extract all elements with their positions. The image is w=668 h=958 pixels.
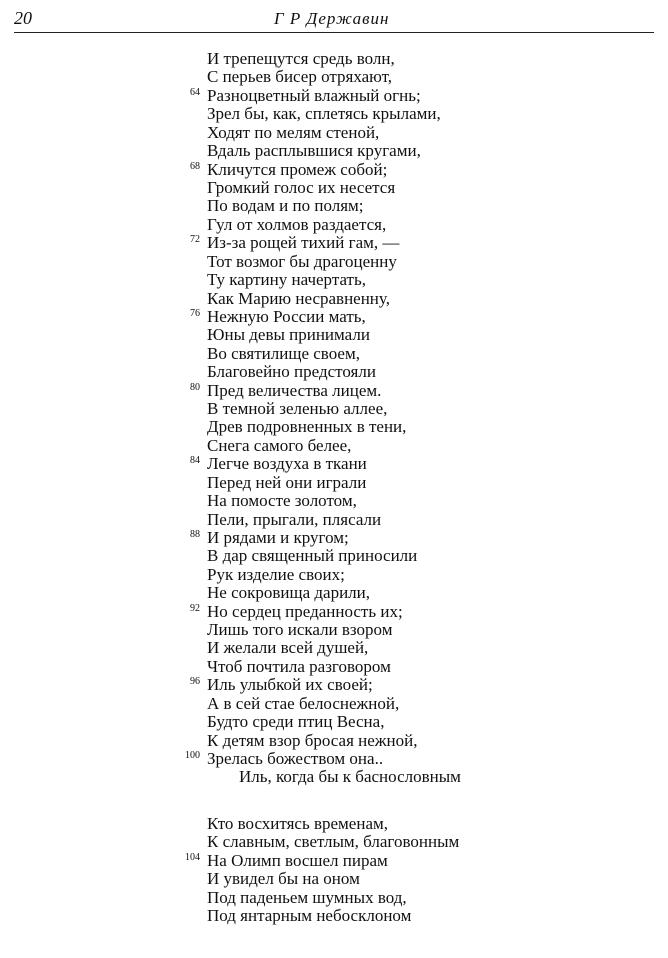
- verse-line: Зрелась божеством она..: [207, 749, 384, 768]
- verse-line: Кличутся промеж собой;: [207, 159, 388, 179]
- verse-line: На помосте золотом,: [207, 491, 357, 511]
- verse-line: Ходят по мелям стеной,: [207, 122, 380, 142]
- verse-line: Перед ней они играли: [207, 472, 367, 492]
- line-number: 88: [190, 528, 200, 540]
- line-number: 76: [190, 307, 200, 319]
- verse-line: Кто восхитясь временам,: [207, 813, 388, 833]
- verse-line: Древ подровненных в тени,: [207, 417, 407, 437]
- verse-line: Нежную России мать,: [207, 306, 366, 326]
- line-number: 84: [190, 455, 200, 467]
- verse-line: Иль улыбкой их своей;: [207, 675, 373, 695]
- page-number: 20: [14, 8, 32, 28]
- verse-line: На Олимп восшел пирам: [207, 850, 388, 870]
- verse-line: Лишь того искали взором: [207, 620, 393, 639]
- verse-line: Легче воздуха в ткани: [207, 454, 367, 474]
- running-title: Г Р Державин: [274, 9, 390, 28]
- verse-line: Пред величества лицем.: [207, 380, 382, 400]
- verse-line: Рук изделие своих;: [207, 564, 345, 584]
- verse-line: Гул от холмов раздается,: [207, 214, 387, 234]
- verse-line: Будто среди птиц Весна,: [207, 712, 385, 732]
- verse-line: По водам и по полям;: [207, 196, 364, 216]
- line-number: 72: [190, 234, 200, 246]
- verse-line: В темной зеленью аллее,: [207, 399, 388, 418]
- verse-line: В дар священный приносили: [207, 546, 418, 566]
- verse-line: Вдаль расплывшися кругами,: [207, 141, 421, 161]
- verse-line: И трепещутся средь волн,: [207, 49, 395, 68]
- verse-line: Из-за рощей тихий гам, —: [207, 233, 400, 253]
- verse-line: Юны девы принимали: [207, 325, 370, 345]
- verse-line: Благовейно предстояли: [207, 362, 376, 382]
- verse-line: К детям взор бросая нежной,: [207, 730, 418, 750]
- line-number: 104: [185, 851, 200, 863]
- verse-line: Иль, когда бы к баснословным: [239, 767, 461, 787]
- verse-line: И увидел бы на оном: [207, 869, 360, 889]
- verse-line: Как Марию несравненну,: [207, 288, 390, 308]
- verse-line: И рядами и кругом;: [207, 527, 349, 547]
- verse-line: Пели, прыгали, плясали: [207, 509, 382, 529]
- verse-line: Под янтарным небосклоном: [207, 905, 412, 925]
- verse-line: С перьев бисер отряхают,: [207, 67, 393, 87]
- verse-line: Чтоб почтила разговором: [207, 656, 391, 676]
- line-number: 96: [190, 676, 200, 688]
- verse-line: И желали всей душей,: [207, 638, 369, 658]
- verse-line: Не сокровища дарили,: [207, 583, 371, 603]
- verse-line: Снега самого белее,: [207, 435, 352, 455]
- verse-line: Разноцветный влажный огнь;: [207, 85, 421, 105]
- verse-line: К славным, светлым, благовонным: [207, 832, 460, 852]
- verse-line: Под паденьем шумных вод,: [207, 887, 407, 907]
- verse-line: Тот возмог бы драгоценну: [207, 251, 397, 271]
- line-number: 100: [185, 750, 200, 761]
- line-number: 92: [190, 602, 200, 614]
- verse-line: Ту картину начертать,: [207, 270, 366, 289]
- line-number: 68: [190, 160, 200, 172]
- line-number: 64: [190, 86, 200, 98]
- verse-line: Зрел бы, как, сплетясь крылами,: [207, 104, 441, 124]
- verse-line: Во святилище своем,: [207, 343, 360, 363]
- line-number: 80: [190, 381, 200, 393]
- verse-line: Громкий голос их несется: [207, 177, 396, 197]
- verse-line: Но сердец преданность их;: [207, 601, 403, 621]
- verse-line: А в сей стае белоснежной,: [207, 693, 400, 713]
